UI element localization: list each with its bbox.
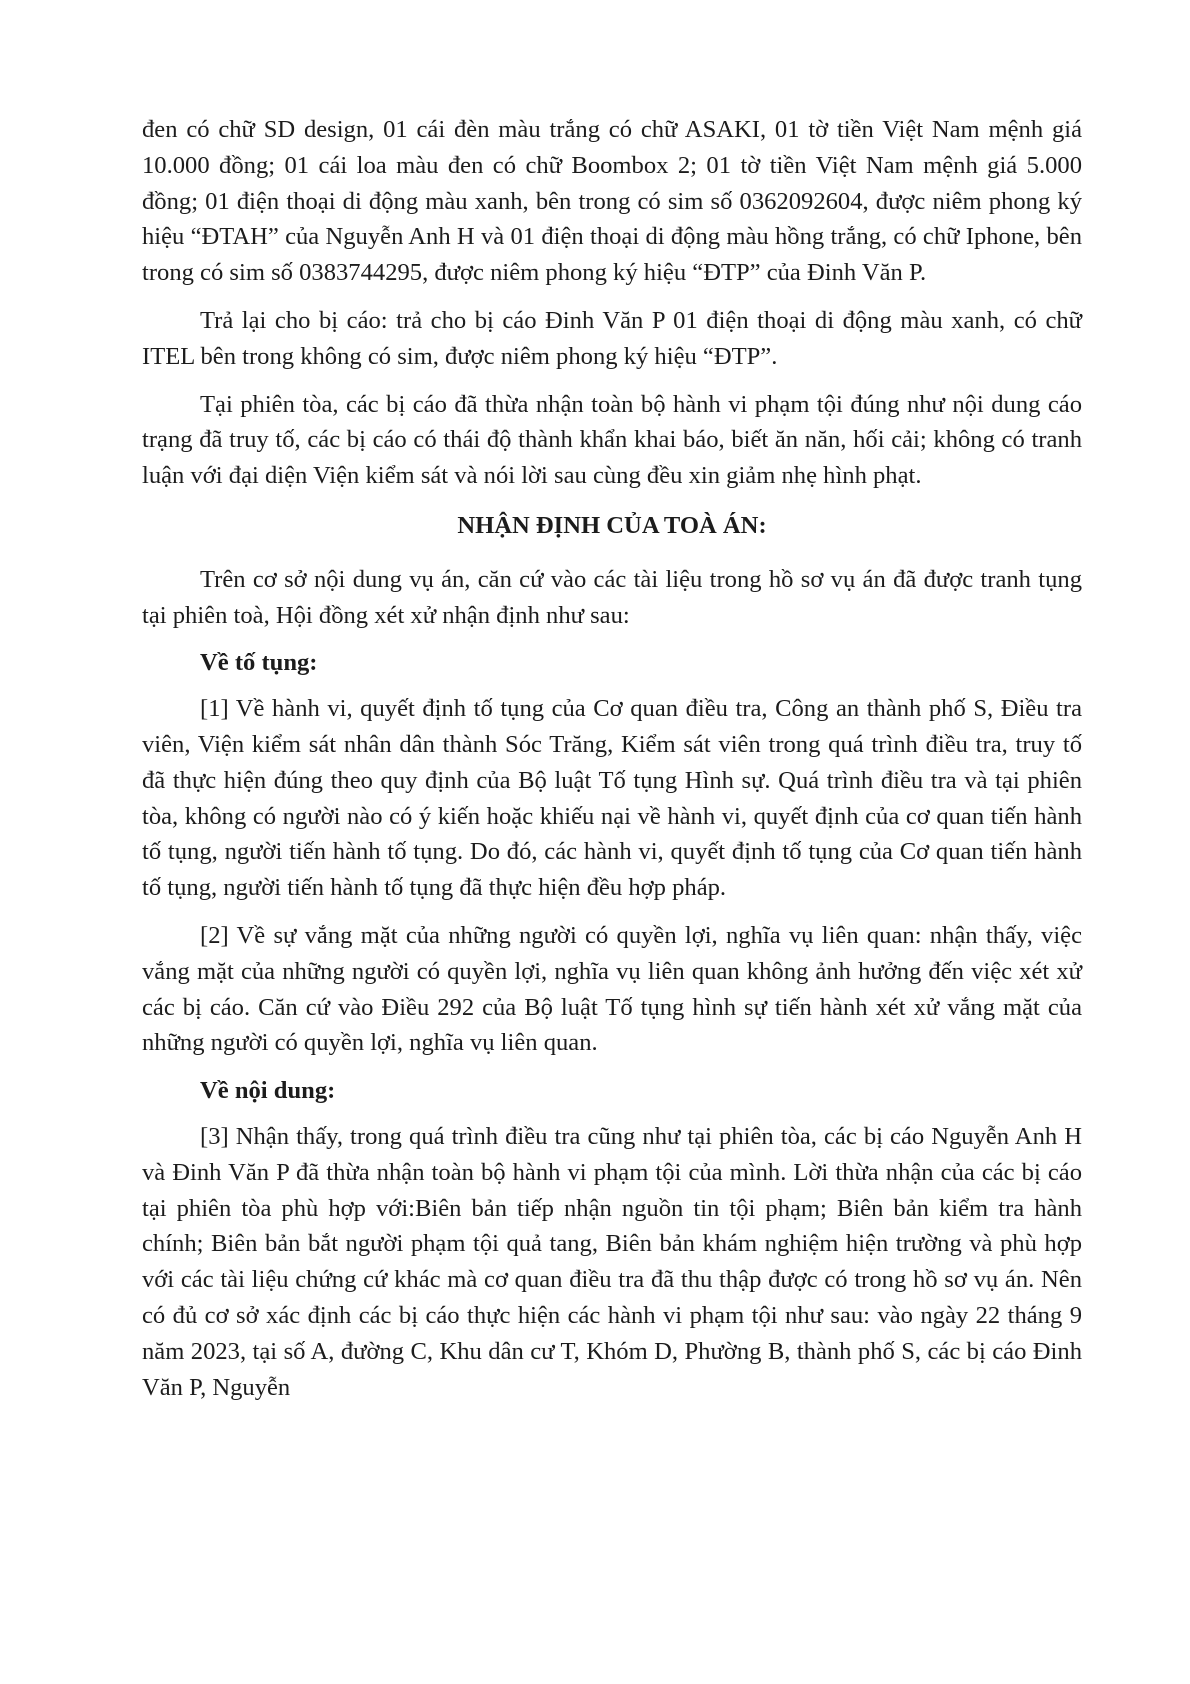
paragraph-intro: Trên cơ sở nội dung vụ án, căn cứ vào các tài liệu trong hồ sơ vụ án đã được tranh tụng tại phiên toà, Hội đồng xét xử nhận định như sau: <box>142 565 1082 629</box>
paragraph-procedure-1: [1] Về hành vi, quyết định tố tụng của Cơ quan điều tra, Công an thành phố S, Điều tra viên, Viện kiểm sát nhân dân thành Sóc Trăng, Kiểm sát viên trong quá trình điều tra, truy tố đã thực hiện đúng theo quy định của Bộ luật Tố tụng Hình sự. Quá trình điều tra và tại phiên tòa, không có người nào có ý kiến hoặc khiếu nại về hành vi, quyết định của cơ quan tiến hành tố tụng, người tiến hành tố tụng. Do đó, các hành vi, quyết định tố tụng của Cơ quan tiến hành tố tụng, người tiến hành tố tụng đã thực hiện đều hợp pháp. <box>142 695 1082 902</box>
paragraph-evidence-list: đen có chữ SD design, 01 cái đèn màu trắng có chữ ASAKI, 01 tờ tiền Việt Nam mệnh giá 10.000 đồng; 01 cái loa màu đen có chữ Boombox 2; 01 tờ tiền Việt Nam mệnh giá 5.000 đồng; 01 điện thoại di động màu xanh, bên trong có sim số 0362092604, được niêm phong ký hiệu “ĐTAH” của Nguyễn Anh H và 01 điện thoại di động màu hồng trắng, có chữ Iphone, bên trong có sim số 0383744295, được niêm phong ký hiệu “ĐTP” của Đinh Văn P. <box>142 116 1082 287</box>
paragraph-content-3: [3] Nhận thấy, trong quá trình điều tra cũng như tại phiên tòa, các bị cáo Nguyễn Anh H và Đinh Văn P đã thừa nhận toàn bộ hành vi phạm tội của mình. Lời thừa nhận của các bị cáo tại phiên tòa phù hợp với:Biên bản tiếp nhận nguồn tin tội phạm; Biên bản kiểm tra hành chính; Biên bản bắt người phạm tội quả tang, Biên bản khám nghiệm hiện trường và phù hợp với các tài liệu chứng cứ khác mà cơ quan điều tra đã thu thập được có trong hồ sơ vụ án. Nên có đủ cơ sở xác định các bị cáo thực hiện các hành vi phạm tội như sau: vào ngày 22 tháng 9 năm 2023, tại số A, đường C, Khu dân cư T, Khóm D, Phường B, thành phố S, các bị cáo Đinh Văn P, Nguyễn <box>142 1122 1082 1401</box>
paragraph-return-items: Trả lại cho bị cáo: trả cho bị cáo Đinh Văn P 01 điện thoại di động màu xanh, có chữ ITEL bên trong không có sim, được niêm phong ký hiệu “ĐTP”. <box>142 306 1082 370</box>
paragraph-defendants-admission: Tại phiên tòa, các bị cáo đã thừa nhận toàn bộ hành vi phạm tội đúng như nội dung cáo trạng đã truy tố, các bị cáo có thái độ thành khẩn khai báo, biết ăn năn, hối cải; không có tranh luận với đại diện Viện kiểm sát và nói lời sau cùng đều xin giảm nhẹ hình phạt. <box>142 390 1082 490</box>
section-heading: NHẬN ĐỊNH CỦA TOÀ ÁN: <box>457 511 767 539</box>
document-page <box>142 112 1082 1417</box>
paragraph-procedure-2: [2] Về sự vắng mặt của những người có quyền lợi, nghĩa vụ liên quan: nhận thấy, việc vắng mặt của những người có quyền lợi, nghĩa vụ liên quan không ảnh hưởng đến việc xét xử các bị cáo. Căn cứ vào Điều 292 của Bộ luật Tố tụng hình sự tiến hành xét xử vắng mặt của những người có quyền lợi, nghĩa vụ liên quan. <box>142 921 1082 1057</box>
procedure-heading: Về tố tụng: <box>200 649 318 677</box>
content-heading: Về nội dung: <box>200 1077 336 1105</box>
